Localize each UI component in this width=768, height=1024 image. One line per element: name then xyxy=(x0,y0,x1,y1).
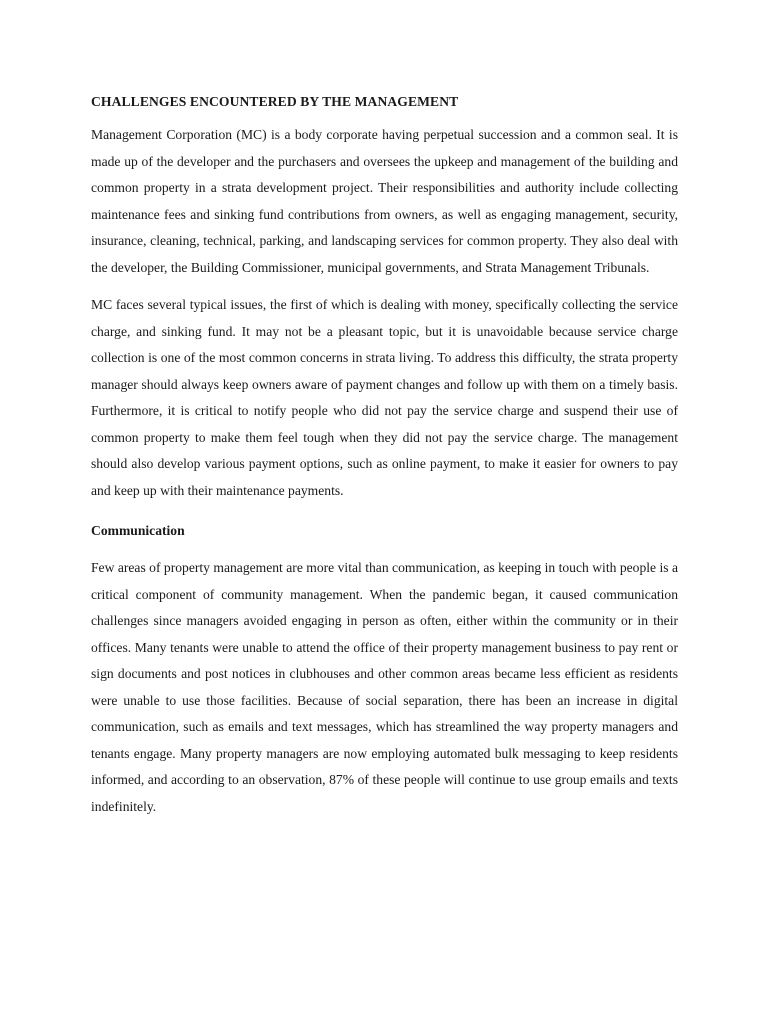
section-heading-communication: Communication xyxy=(91,523,185,538)
paragraph-communication: Few areas of property management are more vital than communication, as keeping in touch with people is a critical component of community management. When the pandemic began, it caused communication challenges since managers avoided engaging in person as often, either within the community or in their offices. Many tenants were unable to attend the office of their property management business to pay rent or sign documents and post notices in clubhouses and other common areas became less efficient as residents were unable to use those facilities. Because of social separation, there has been an increase in digital communication, such as emails and text messages, which has streamlined the way property managers and tenants engage. Many property managers are now employing automated bulk messaging to keep residents informed, and according to an observation, 87% of these people will continue to use group emails and texts indefinitely. xyxy=(91,560,678,814)
paragraph-mc-issues: MC faces several typical issues, the first of which is dealing with money, specifically collecting the service charge, and sinking fund. It may not be a pleasant topic, but it is unavoidable because service charge collection is one of the most common concerns in strata living. To address this difficulty, the strata property manager should always keep owners aware of payment changes and follow up with them on a timely basis. Furthermore, it is critical to notify people who did not pay the service charge and suspend their use of common property to make them feel tough when they did not pay the service charge. The management should also develop various payment options, such as online payment, to make it easier for owners to pay and keep up with their maintenance payments. xyxy=(91,297,678,498)
paragraph-mc-definition: Management Corporation (MC) is a body corporate having perpetual succession and a common seal. It is made up of the developer and the purchasers and oversees the upkeep and management of the building and common property in a strata development project. Their responsibilities and authority include collecting maintenance fees and sinking fund contributions from owners, as well as engaging management, security, insurance, cleaning, technical, parking, and landscaping services for common property. They also deal with the developer, the Building Commissioner, municipal governments, and Strata Management Tribunals. xyxy=(91,127,678,275)
document-title: CHALLENGES ENCOUNTERED BY THE MANAGEMENT xyxy=(91,94,459,109)
